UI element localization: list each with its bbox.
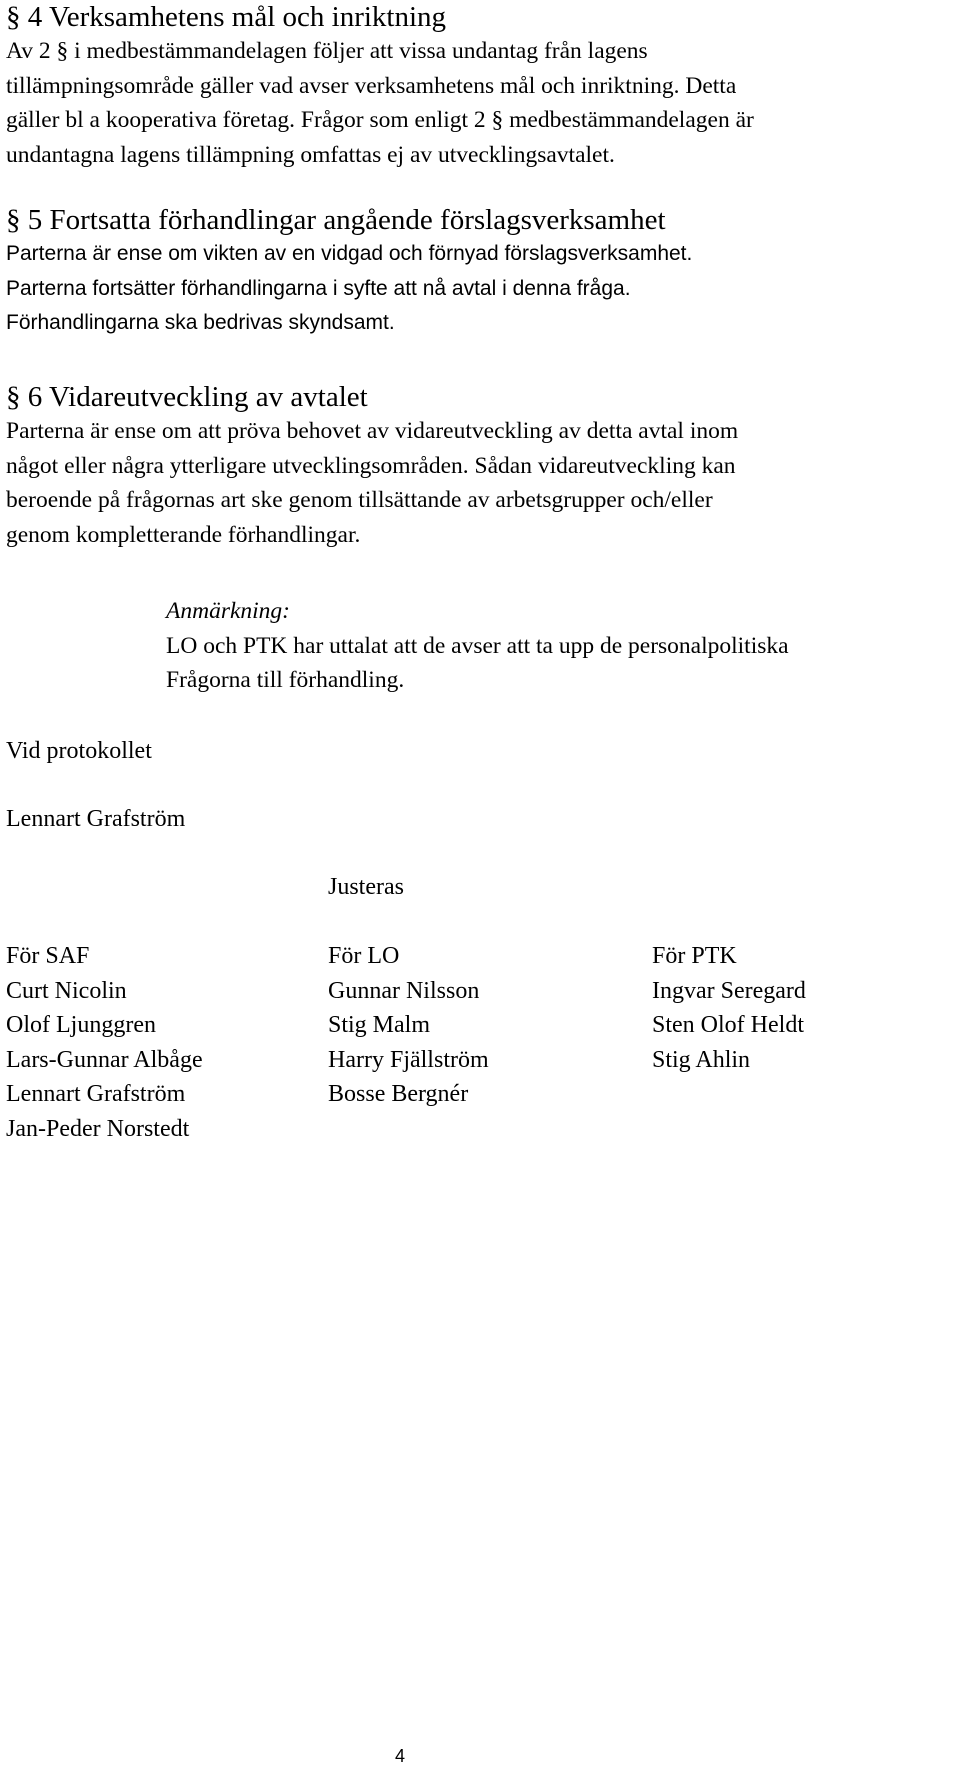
- signatory-name: Lennart Grafström: [6, 1081, 186, 1107]
- signatory-name: Ingvar Seregard: [652, 977, 806, 1004]
- signatory-name: Lars-Gunnar Albåge: [6, 1046, 203, 1073]
- signatory-name: Stig Ahlin: [652, 1046, 751, 1073]
- signatory-name: Olof Ljunggren: [6, 1012, 156, 1038]
- section-5-heading: § 5 Fortsatta förhandlingar angående förslagsverksamhet: [6, 204, 666, 236]
- section-4: [6, 0, 952, 172]
- signatory-name: Sten Olof Heldt: [652, 1012, 804, 1038]
- section-4-line-3: gäller bl a kooperativa företag. Frågor som enligt 2 § medbestämmandelagen är: [6, 107, 754, 133]
- remark-note: [166, 594, 956, 698]
- section-6: [6, 380, 952, 552]
- page-number: 4: [395, 1746, 406, 1766]
- signatory-name: Bosse Bergnér: [328, 1081, 469, 1107]
- signatory-column-saf: [6, 939, 203, 1146]
- section-6-heading: § 6 Vidareutveckling av avtalet: [6, 381, 368, 413]
- section-6-line-4: genom kompletterande förhandlingar.: [6, 521, 361, 548]
- signatory-header-lo: För LO: [328, 943, 400, 969]
- section-6-line-2: något eller några ytterligare utvecklingsområden. Sådan vidareutveckling kan: [6, 452, 736, 479]
- section-6-line-1: Parterna är ense om att pröva behovet av vidareutveckling av detta avtal inom: [6, 418, 739, 444]
- protocol-label: Vid protokollet: [6, 738, 152, 764]
- signatory-header-saf: För SAF: [6, 943, 90, 969]
- justeras-label: Justeras: [328, 874, 404, 900]
- section-6-line-3: beroende på frågornas art ske genom tillsättande av arbetsgrupper och/eller: [6, 487, 713, 513]
- section-5-line-1: Parterna är ense om vikten av en vidgad och förnyad förslagsverksamhet.: [6, 242, 693, 265]
- signatory-name: Gunnar Nilsson: [328, 977, 480, 1004]
- section-4-line-1: Av 2 § i medbestämmandelagen följer att vissa undantag från lagens: [6, 38, 648, 64]
- signatory-column-lo: [328, 939, 489, 1112]
- section-4-heading: § 4 Verksamhetens mål och inriktning: [6, 1, 447, 33]
- remark-line-1: LO och PTK har uttalat att de avser att ta upp de personalpolitiska: [166, 632, 789, 659]
- section-5-line-3: Förhandlingarna ska bedrivas skyndsamt.: [6, 311, 395, 334]
- section-5: [6, 203, 952, 341]
- protocol-name: Lennart Grafström: [6, 806, 186, 832]
- remark-label: Anmärkning:: [166, 598, 291, 624]
- section-4-line-4: undantagna lagens tillämpning omfattas ej av utvecklingsavtalet.: [6, 141, 615, 168]
- signatory-header-ptk: För PTK: [652, 943, 737, 969]
- section-5-line-2: Parterna fortsätter förhandlingarna i syfte att nå avtal i denna fråga.: [6, 276, 631, 300]
- signatory-column-ptk: [652, 939, 806, 1077]
- signatory-name: Harry Fjällström: [328, 1046, 489, 1073]
- section-4-line-2: tillämpningsområde gäller vad avser verksamhetens mål och inriktning. Detta: [6, 72, 737, 99]
- signatory-name: Stig Malm: [328, 1012, 431, 1038]
- remark-line-2: Frågorna till förhandling.: [166, 667, 405, 693]
- signatory-name: Jan-Peder Norstedt: [6, 1115, 190, 1142]
- signatory-name: Curt Nicolin: [6, 977, 127, 1004]
